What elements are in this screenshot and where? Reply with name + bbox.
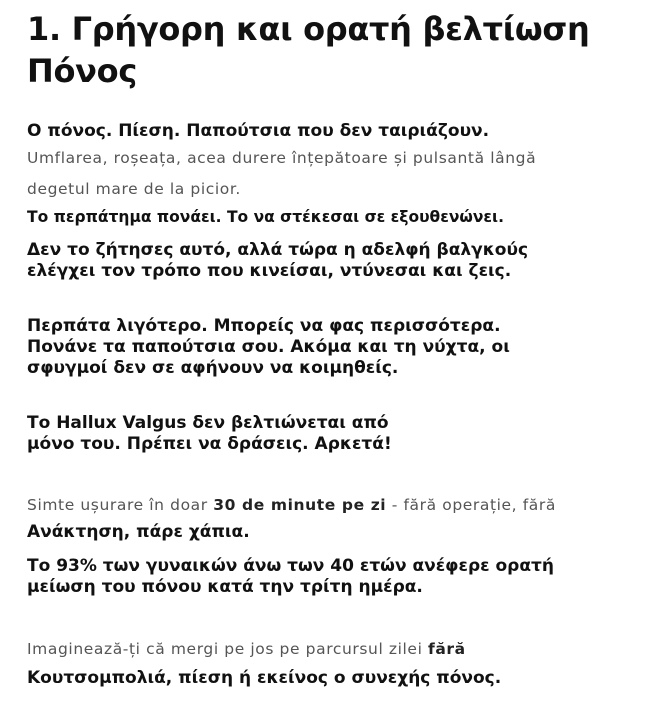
closing-text: Κουτσομπολιά, πίεση ή εκείνος ο συνεχής πόνος. [27,668,502,688]
relief-duration: 30 de minute pe zi [213,496,387,514]
call-to-action-text: Το Hallux Valgus δεν βελτιώνεται από μόνο του. Πρέπει να δράσεις. Αρκετά! [27,413,392,454]
title-line-2: Πόνος [27,52,138,90]
page-title [27,8,589,92]
relief-text-end: - fără operație, fără [386,496,556,514]
relief-text-start: Simte ușurare în doar [27,496,214,514]
title-line-1: 1. Γρήγορη και ορατή βελτίωση [27,10,590,48]
hallux-control-text: Δεν το ζήτησες αυτό, αλλά τώρα η αδελφή βαλγκούς ελέγχει τον τρόπο που κινείσαι, ντύνεσαι και ζεις. [27,240,529,281]
statistic-text: Το 93% των γυναικών άνω των 40 ετών ανέφερε ορατή μείωση του πόνου κατά την τρίτη ημέρα. [27,556,554,597]
relief-text [27,490,627,521]
imagine-text-start: Imaginează-ți că mergi pe jos pe parcursul zilei [27,640,428,658]
symptoms-text: Umflarea, roșeața, acea durere înțepătoare și pulsantă lângă degetul mare de la picior. [27,149,537,198]
recovery-text: Ανάκτηση, πάρε χάπια. [27,522,250,542]
walking-pain-text: Το περπάτημα πονάει. Το να στέκεσαι σε εξουθενώνει. [27,208,504,226]
pain-intro: Ο πόνος. Πίεση. Παπούτσια που δεν ταιριάζουν. [27,121,490,141]
imagine-bold: fără [428,640,466,658]
daily-life-text: Περπάτα λιγότερο. Μπορείς να φας περισσότερα. Πονάνε τα παπούτσια σου. Ακόμα και τη νύχτα, οι σφυγμοί δεν σε αφήνουν να κοιμηθείς. [27,316,510,378]
imagine-text [27,634,627,665]
